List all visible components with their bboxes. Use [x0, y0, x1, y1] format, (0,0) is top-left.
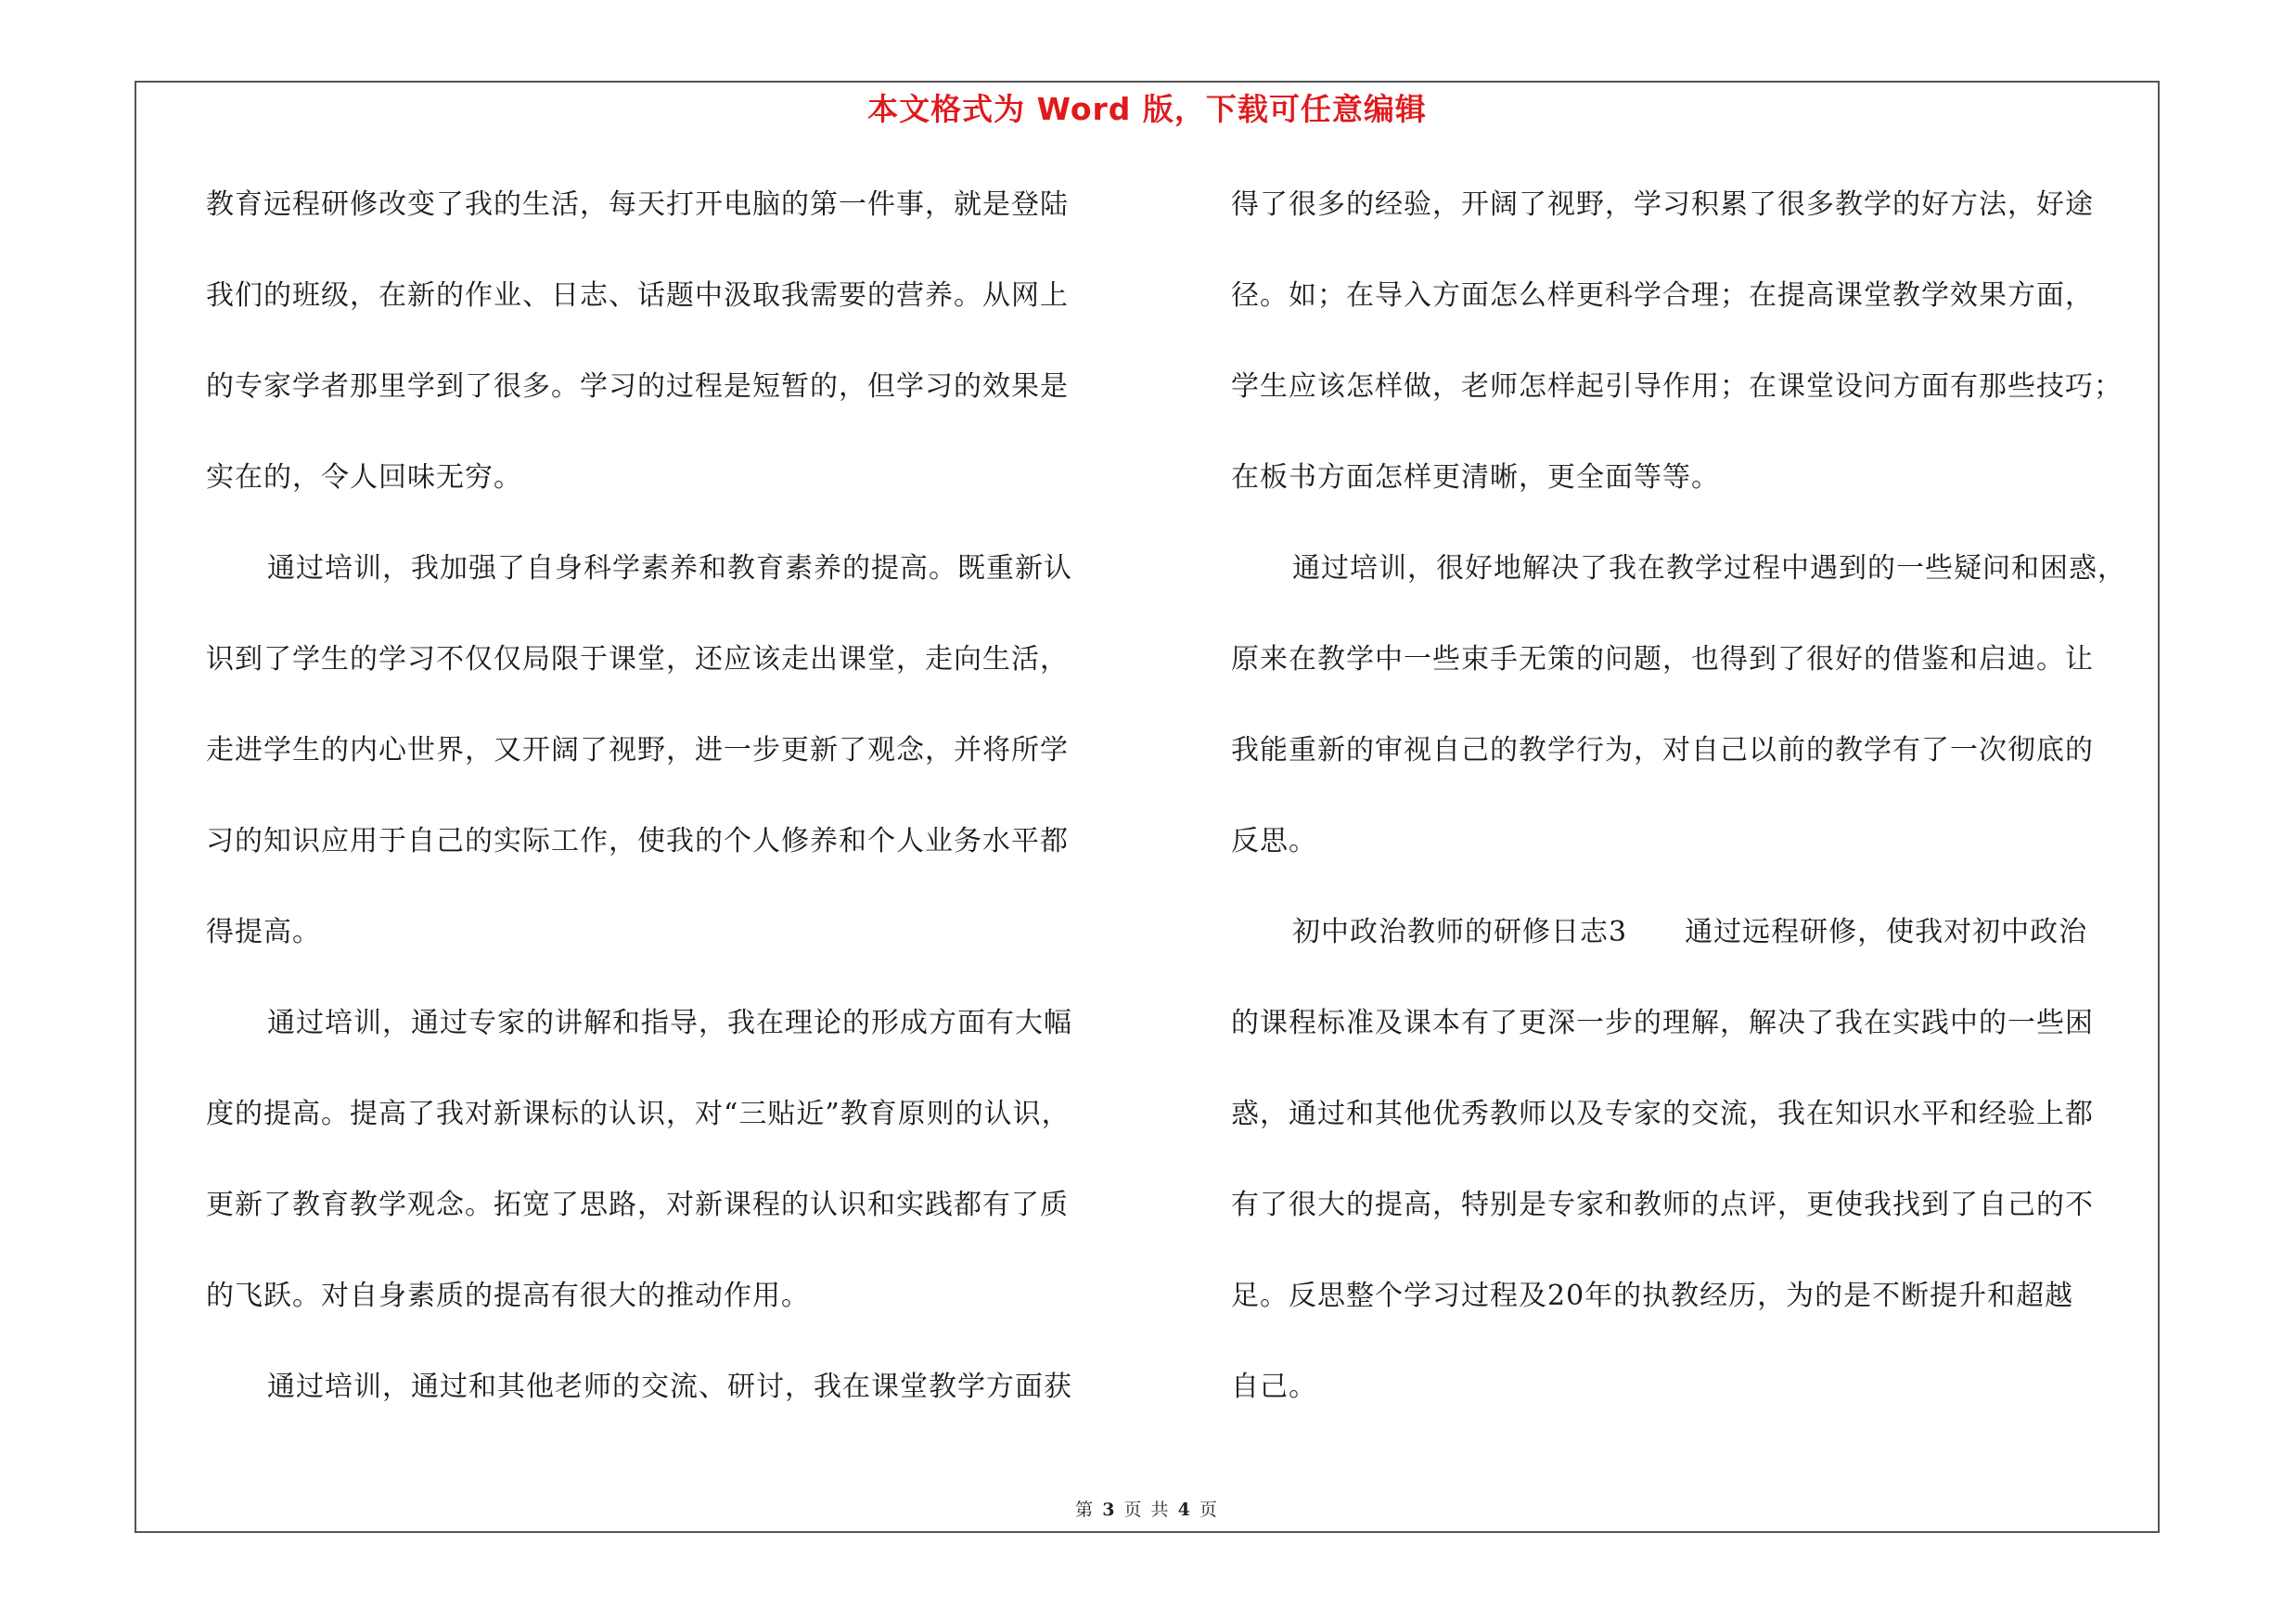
text-line: 学生应该怎样做，老师怎样起引导作用；在课堂设问方面有那些技巧； [1231, 370, 2123, 403]
text-line: 通过培训，通过和其他老师的交流、研讨，我在课堂教学方面获 [267, 1371, 1072, 1403]
text-line: 得提高。 [206, 916, 321, 948]
footer-suffix: 页 [1199, 1500, 1219, 1520]
text-line: 的飞跃。对自身素质的提高有很大的推动作用。 [206, 1280, 810, 1312]
text-line: 径。如；在导入方面怎么样更科学合理；在提高课堂教学效果方面， [1231, 279, 2094, 312]
format-banner: 本文格式为 Word 版，下载可任意编辑 [867, 91, 1427, 127]
footer-total-pages: 4 [1177, 1500, 1192, 1520]
footer-prefix: 第 [1075, 1500, 1096, 1520]
footer-middle: 页 共 [1123, 1500, 1171, 1520]
text-line: 我们的班级，在新的作业、日志、话题中汲取我需要的营养。从网上 [206, 279, 1069, 312]
text-line: 自己。 [1231, 1371, 1317, 1403]
text-line: 识到了学生的学习不仅仅局限于课堂，还应该走出课堂，走向生活， [206, 643, 1069, 676]
left-column [206, 182, 1129, 1455]
text-line: 习的知识应用于自己的实际工作，使我的个人修养和个人业务水平都 [206, 825, 1069, 857]
text-line: 初中政治教师的研修日志3 通过远程研修，使我对初中政治 [1292, 916, 2088, 948]
text-line: 度的提高。提高了我对新课标的认识，对“三贴近”教育原则的认识， [206, 1098, 1071, 1130]
text-line: 足。反思整个学习过程及20年的执教经历，为的是不断提升和超越 [1231, 1280, 2074, 1312]
text-line: 通过培训，我加强了自身科学素养和教育素养的提高。既重新认 [267, 552, 1072, 585]
text-line: 反思。 [1231, 825, 1317, 857]
right-column [1231, 182, 2163, 1455]
text-line: 教育远程研修改变了我的生活，每天打开电脑的第一件事，就是登陆 [206, 188, 1069, 221]
text-line: 的专家学者那里学到了很多。学习的过程是短暂的，但学习的效果是 [206, 370, 1069, 403]
text-line: 实在的，令人回味无穷。 [206, 461, 522, 494]
text-line: 走进学生的内心世界，又开阔了视野，进一步更新了观念，并将所学 [206, 734, 1069, 766]
text-line: 在板书方面怎样更清晰，更全面等等。 [1231, 461, 1720, 494]
text-line: 我能重新的审视自己的教学行为，对自己以前的教学有了一次彻底的 [1231, 734, 2094, 766]
text-line: 的课程标准及课本有了更深一步的理解，解决了我在实践中的一些困 [1231, 1007, 2094, 1039]
text-line: 通过培训，通过专家的讲解和指导，我在理论的形成方面有大幅 [267, 1007, 1072, 1039]
text-line: 原来在教学中一些束手无策的问题，也得到了很好的借鉴和启迪。让 [1231, 643, 2094, 676]
footer-page-number: 3 [1102, 1500, 1117, 1520]
text-line: 惑，通过和其他优秀教师以及专家的交流，我在知识水平和经验上都 [1231, 1098, 2094, 1130]
text-line: 更新了教育教学观念。拓宽了思路，对新课程的认识和实践都有了质 [206, 1189, 1069, 1221]
text-line: 有了很大的提高，特别是专家和教师的点评，更使我找到了自己的不 [1231, 1189, 2094, 1221]
page-footer [135, 1496, 2160, 1521]
text-line: 通过培训，很好地解决了我在教学过程中遇到的一些疑问和困惑， [1292, 552, 2126, 585]
text-line: 得了很多的经验，开阔了视野，学习积累了很多教学的好方法，好途 [1231, 188, 2094, 221]
